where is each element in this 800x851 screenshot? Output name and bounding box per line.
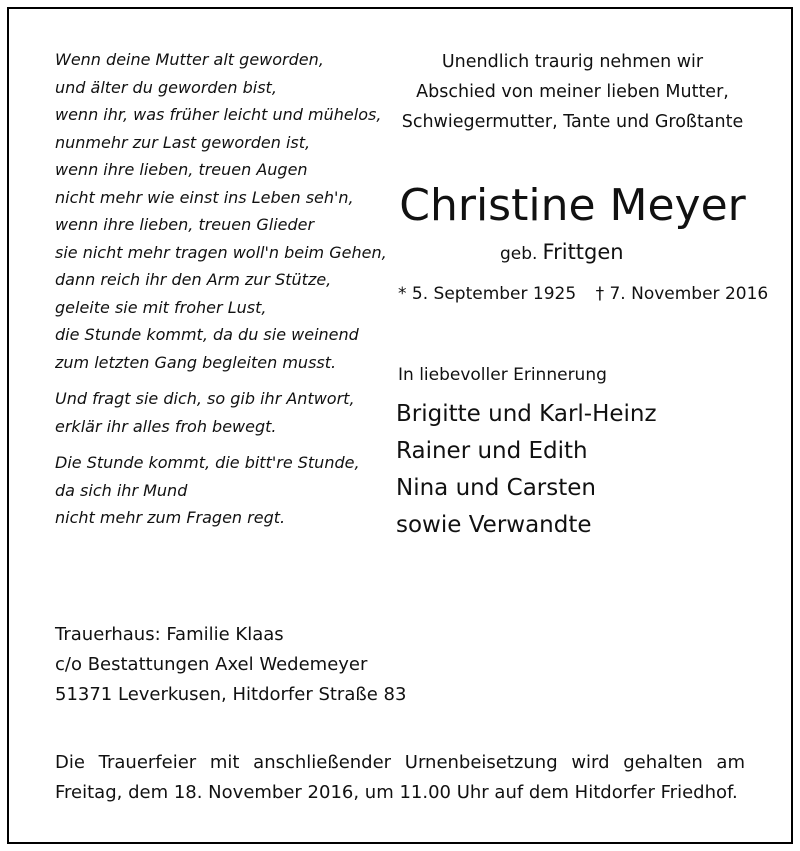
poem-line: Die Stunde kommt, die bitt're Stunde, [55,453,360,472]
intro-line: Abschied von meiner lieben Mutter, [416,82,729,102]
mourning-house-address [55,620,455,710]
family-member: Rainer und Edith [396,438,588,464]
family-member: Nina und Carsten [396,475,596,501]
poem-line: und älter du geworden bist, [55,77,277,97]
poem [55,46,385,541]
poem-stanza [55,385,385,440]
intro-text [395,47,750,137]
birth-name [500,240,660,264]
birth-date: * 5. September 1925 [398,284,577,304]
memory-line: In liebevoller Erinnerung [398,365,607,385]
address-line: 51371 Leverkusen, Hitdorfer Straße 83 [55,684,407,705]
intro-line: Schwiegermutter, Tante und Großtante [401,112,744,132]
death-date: † 7. November 2016 [595,284,769,304]
intro-line: Unendlich traurig nehmen wir [441,52,704,72]
poem-line: nicht mehr zum Fragen regt. [55,508,286,527]
poem-line: erklär ihr alles froh bewegt. [55,416,277,436]
poem-stanza [55,46,385,376]
address-line: Trauerhaus: Familie Klaas [55,624,284,645]
life-dates [398,282,769,306]
poem-line: nunmehr zur Last geworden ist, [55,132,311,152]
address-line: c/o Bestattungen Axel Wedemeyer [55,654,368,675]
poem-stanza [55,449,385,532]
poem-line: nicht mehr wie einst ins Leben seh'n, [55,187,354,207]
poem-line: Und fragt sie dich, so gib ihr Antwort, [55,389,355,408]
family-list [396,396,751,544]
birth-name-value: Frittgen [542,240,624,264]
ceremony-line: Freitag, dem 18. November 2016, um 11.00 Uhr auf dem Hitdorfer Friedhof. [55,782,738,803]
ceremony-line: Die Trauerfeier mit anschließender Urnenbeisetzung wird gehalten am [55,752,745,773]
poem-line: geleite sie mit froher Lust, [55,297,267,317]
poem-line: wenn ihr, was früher leicht und mühelos, [55,105,382,124]
family-member: Brigitte und Karl-Heinz [396,401,657,427]
poem-line: die Stunde kommt, da du sie weinend [55,325,359,344]
poem-line: wenn ihre lieben, treuen Augen [55,160,308,179]
deceased-name: Christine Meyer [399,180,746,231]
family-member: sowie Verwandte [396,512,592,538]
poem-line: sie nicht mehr tragen woll'n beim Gehen, [55,242,387,262]
poem-line: dann reich ihr den Arm zur Stütze, [55,270,332,289]
poem-line: Wenn deine Mutter alt geworden, [55,50,324,69]
poem-line: zum letzten Gang begleiten musst. [55,352,337,372]
poem-line: wenn ihre lieben, treuen Glieder [55,215,315,234]
poem-line: da sich ihr Mund [55,480,188,500]
ceremony-notice [55,748,745,808]
birth-name-prefix: geb. [500,244,538,264]
